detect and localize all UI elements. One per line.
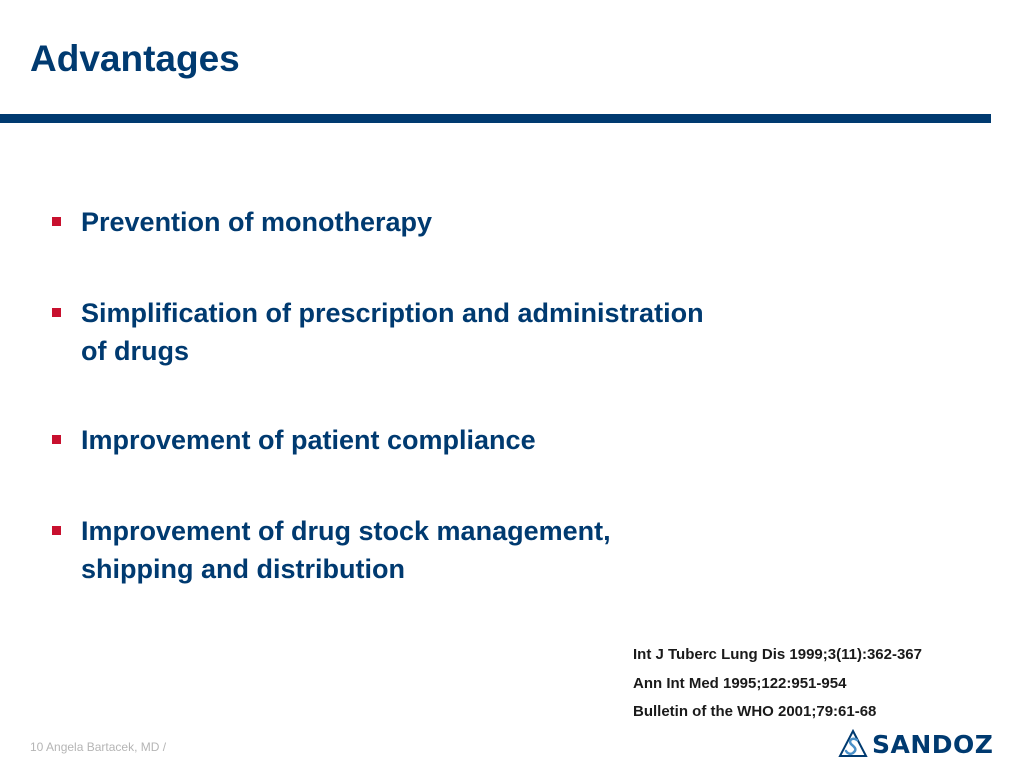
square-bullet-icon [52,217,61,226]
slide-title: Advantages [30,38,240,79]
bullet-text-line: shipping and distribution [81,554,405,584]
bullet-item [52,512,841,588]
reference-item: Int J Tuberc Lung Dis 1999;3(11):362-367 [633,646,922,663]
square-bullet-icon [52,308,61,317]
bullet-text-line: Improvement of patient compliance [81,425,536,455]
square-bullet-icon [52,435,61,444]
sandoz-logo [838,727,993,761]
bullet-text-line: of drugs [81,336,189,366]
slide-footer: 10 Angela Bartacek, MD / [30,740,167,754]
bullet-text-line: Prevention of monotherapy [81,207,433,237]
bullet-text-line: Improvement of drug stock management, [81,516,611,546]
bullet-item [52,203,841,241]
bullet-item [52,294,841,370]
square-bullet-icon [52,526,61,535]
sandoz-logo-icon [838,729,868,759]
references [633,641,922,727]
logo-text: SANDOZ [872,729,994,759]
reference-item: Ann Int Med 1995;122:951-954 [633,674,847,692]
title-divider [0,114,991,123]
bullet-text-line: Simplification of prescription and administration [81,298,704,328]
bullet-item [52,421,841,459]
reference-item: Bulletin of the WHO 2001;79:61-68 [633,703,877,720]
